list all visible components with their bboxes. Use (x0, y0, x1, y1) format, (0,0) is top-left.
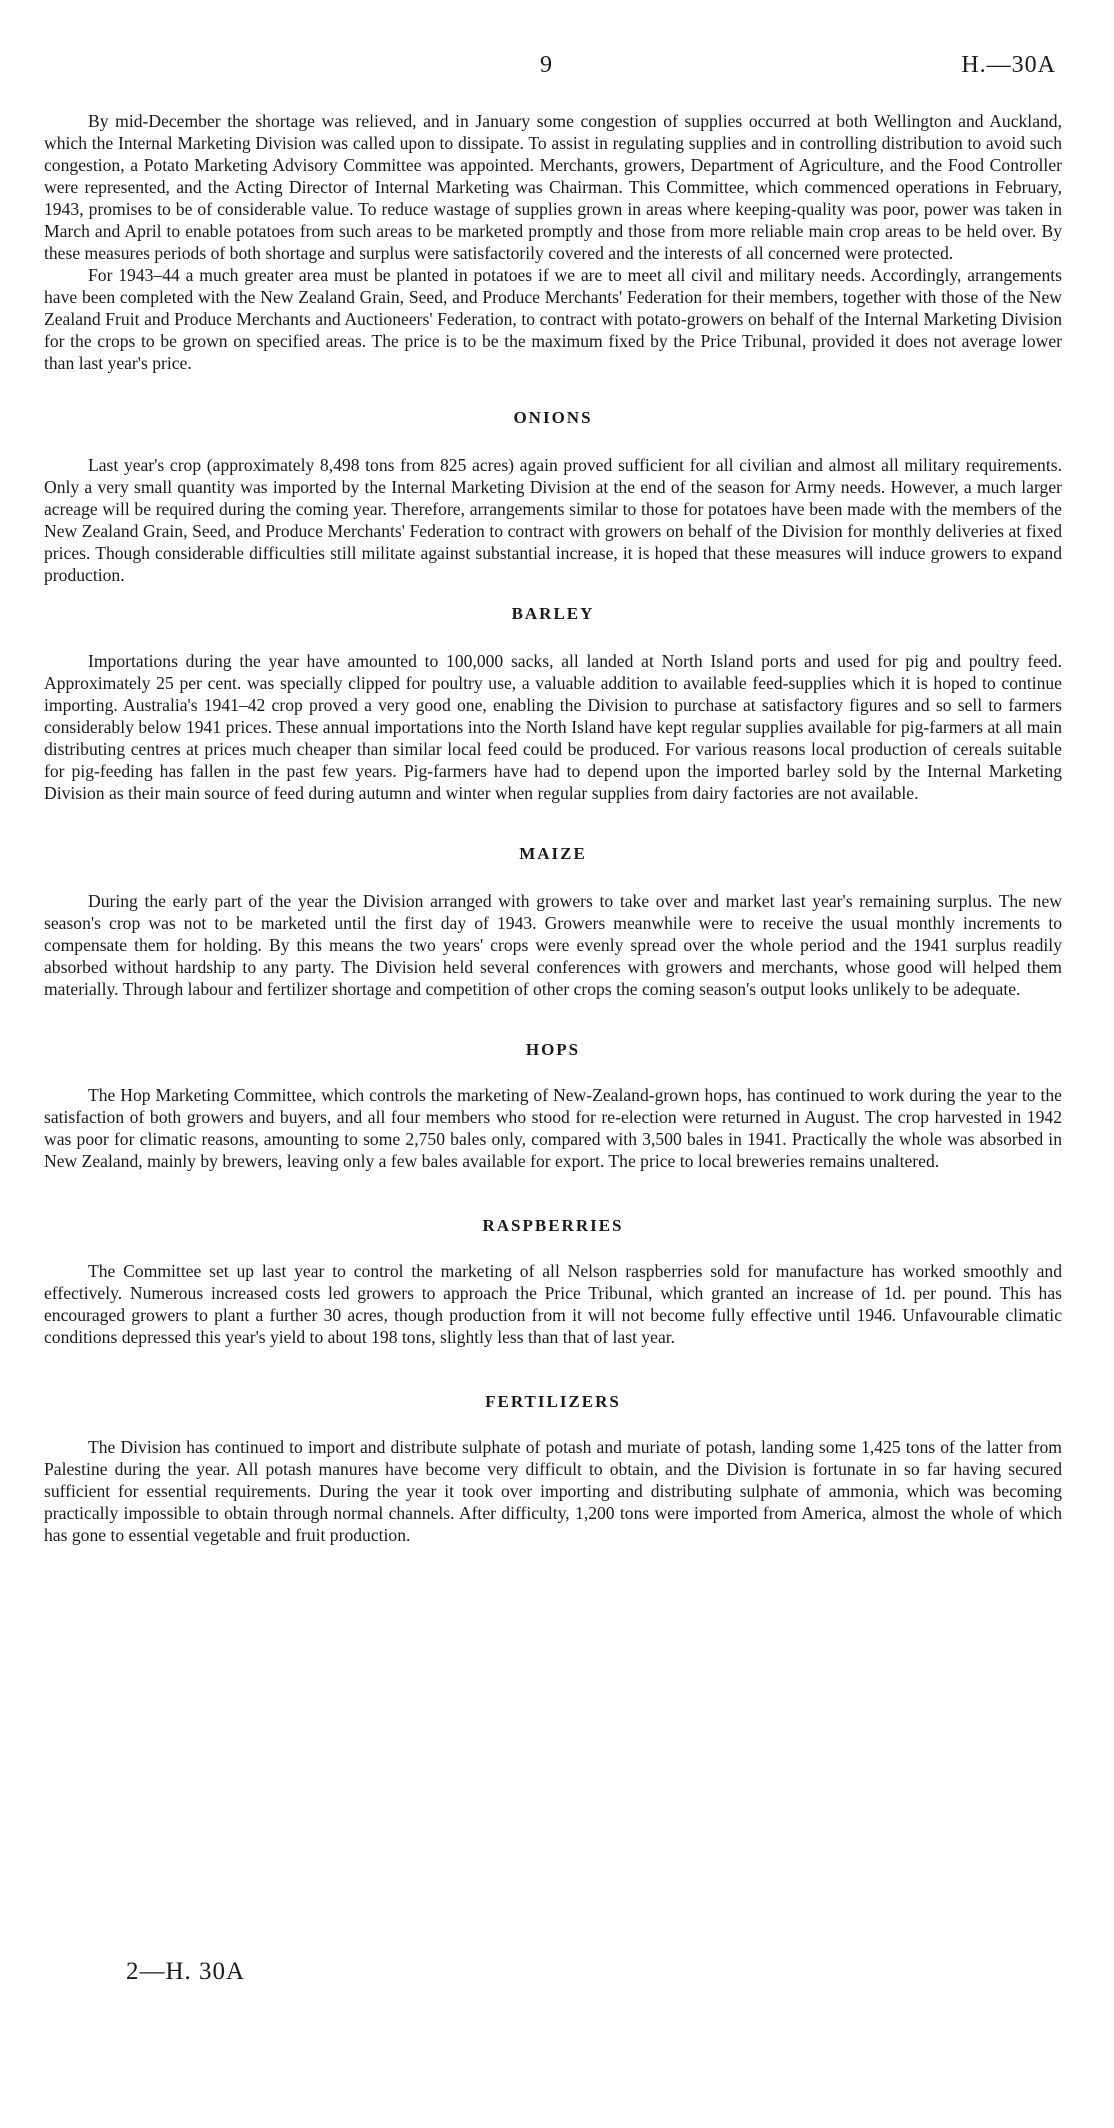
paragraph: The Hop Marketing Committee, which controls the marketing of New-Zealand-grown hops, has continued to work during the year to the satisfaction of both growers and buyers, and all four members who stood for re-election were returned in August. The crop harvested in 1942 was poor for climatic reasons, amounting to some 2,750 bales only, compared with 3,500 bales in 1941. Practically the whole was absorbed in New Zealand, mainly by brewers, leaving only a few bales available for export. The price to local breweries remains unaltered. (44, 1085, 1062, 1171)
section-hops (44, 1040, 1062, 1172)
section-heading: BARLEY (511, 604, 595, 623)
document-reference: H.—30A (961, 52, 1056, 78)
section-raspberries (44, 1216, 1062, 1348)
paragraph: By mid-December the shortage was relieved, and in January some congestion of supplies occurred at both Wellington and Auckland, which the Internal Marketing Division was called upon to dissipate. To assist in regulating supplies and in controlling distribution to avoid such congestion, a Potato Marketing Advisory Committee was appointed. Merchants, growers, Department of Agriculture, and the Food Controller were represented, and the Acting Director of Internal Marketing was Chairman. This Committee, which commenced operations in February, 1943, promises to be of considerable value. To reduce wastage of supplies grown in areas where keeping-quality was poor, power was taken in March and April to enable potatoes from such areas to be marketed promptly and those from more reliable main crop areas to be held over. By these measures periods of both shortage and surplus were satisfactorily covered and the interests of all concerned were protected. (44, 111, 1062, 263)
section-fertilizers (44, 1392, 1062, 1546)
section-heading: HOPS (525, 1040, 581, 1059)
section-barley (44, 604, 1062, 804)
document-body (44, 110, 1062, 1546)
section-heading: RASPBERRIES (482, 1216, 624, 1235)
section-potatoes (44, 110, 1062, 374)
signature-mark: 2—H. 30A (126, 1958, 246, 1985)
paragraph: Last year's crop (approximately 8,498 tons from 825 acres) again proved sufficient for all civilian and almost all military requirements. Only a very small quantity was imported by the Internal Marketing Division at the end of the season for Army needs. However, a much larger acreage will be required during the coming year. Therefore, arrangements similar to those for potatoes have been made with the members of the New Zealand Grain, Seed, and Produce Merchants' Federation to contract with growers on behalf of the Division for monthly deliveries at fixed prices. Though considerable difficulties still militate against substantial increase, it is hoped that these measures will induce growers to expand production. (44, 455, 1062, 585)
paragraph: Importations during the year have amounted to 100,000 sacks, all landed at North Island ports and used for pig and poultry feed. Approximately 25 per cent. was specially clipped for poultry use, a valuable addition to available feed-supplies which it is hoped to continue importing. Australia's 1941–42 crop proved a very good one, enabling the Division to purchase at satisfactory figures and so sell to farmers considerably below 1941 prices. These annual importations into the North Island have kept regular supplies available for pig-farmers at all main distributing centres at prices much cheaper than similar local feed could be produced. For various reasons local production of cereals suitable for pig-feeding has fallen in the past few years. Pig-farmers have had to depend upon the imported barley sold by the Internal Marketing Division as their main source of feed during autumn and winter when regular supplies from dairy factories are not available. (44, 651, 1062, 803)
section-heading: MAIZE (519, 844, 587, 863)
paragraph: The Committee set up last year to control the marketing of all Nelson raspberries sold for manufacture has worked smoothly and effectively. Numerous increased costs led growers to approach the Price Tribunal, which granted an increase of 1d. per pound. This has encouraged growers to plant a further 30 acres, though production from it will not become fully effective until 1946. Unfavourable climatic conditions depressed this year's yield to about 198 tons, slightly less than that of last year. (44, 1261, 1062, 1347)
section-heading: ONIONS (513, 408, 593, 427)
paragraph: During the early part of the year the Division arranged with growers to take over and market last year's remaining surplus. The new season's crop was not to be marketed until the first day of 1943. Growers meanwhile were to receive the usual monthly increments to compensate them for holding. By this means the two years' crops were evenly spread over the whole period and the 1941 surplus readily absorbed without hardship to any party. The Division held several conferences with growers and merchants, whose good will helped them materially. Through labour and fertilizer shortage and competition of other crops the coming season's output looks unlikely to be adequate. (44, 891, 1062, 999)
section-maize (44, 844, 1062, 1000)
paragraph: For 1943–44 a much greater area must be planted in potatoes if we are to meet all civil and military needs. Accordingly, arrangements have been completed with the New Zealand Grain, Seed, and Produce Merchants' Federation for their members, together with those of the New Zealand Fruit and Produce Merchants and Auctioneers' Federation, to contract with potato-growers on behalf of the Internal Marketing Division for the crops to be grown on specified areas. The price is to be the maximum fixed by the Price Tribunal, provided it does not average lower than last year's price. (44, 265, 1062, 373)
page-number: 9 (540, 52, 553, 78)
section-heading: FERTILIZERS (485, 1392, 621, 1411)
section-onions (44, 408, 1062, 586)
paragraph: The Division has continued to import and distribute sulphate of potash and muriate of potash, landing some 1,425 tons of the latter from Palestine during the year. All potash manures have become very difficult to obtain, and the Division is fortunate in so far having secured sufficient for essential requirements. During the year it took over importing and distributing sulphate of ammonia, which was becoming practically impossible to obtain through normal channels. After difficulty, 1,200 tons were imported from America, almost the whole of which has gone to essential vegetable and fruit production. (44, 1437, 1062, 1545)
